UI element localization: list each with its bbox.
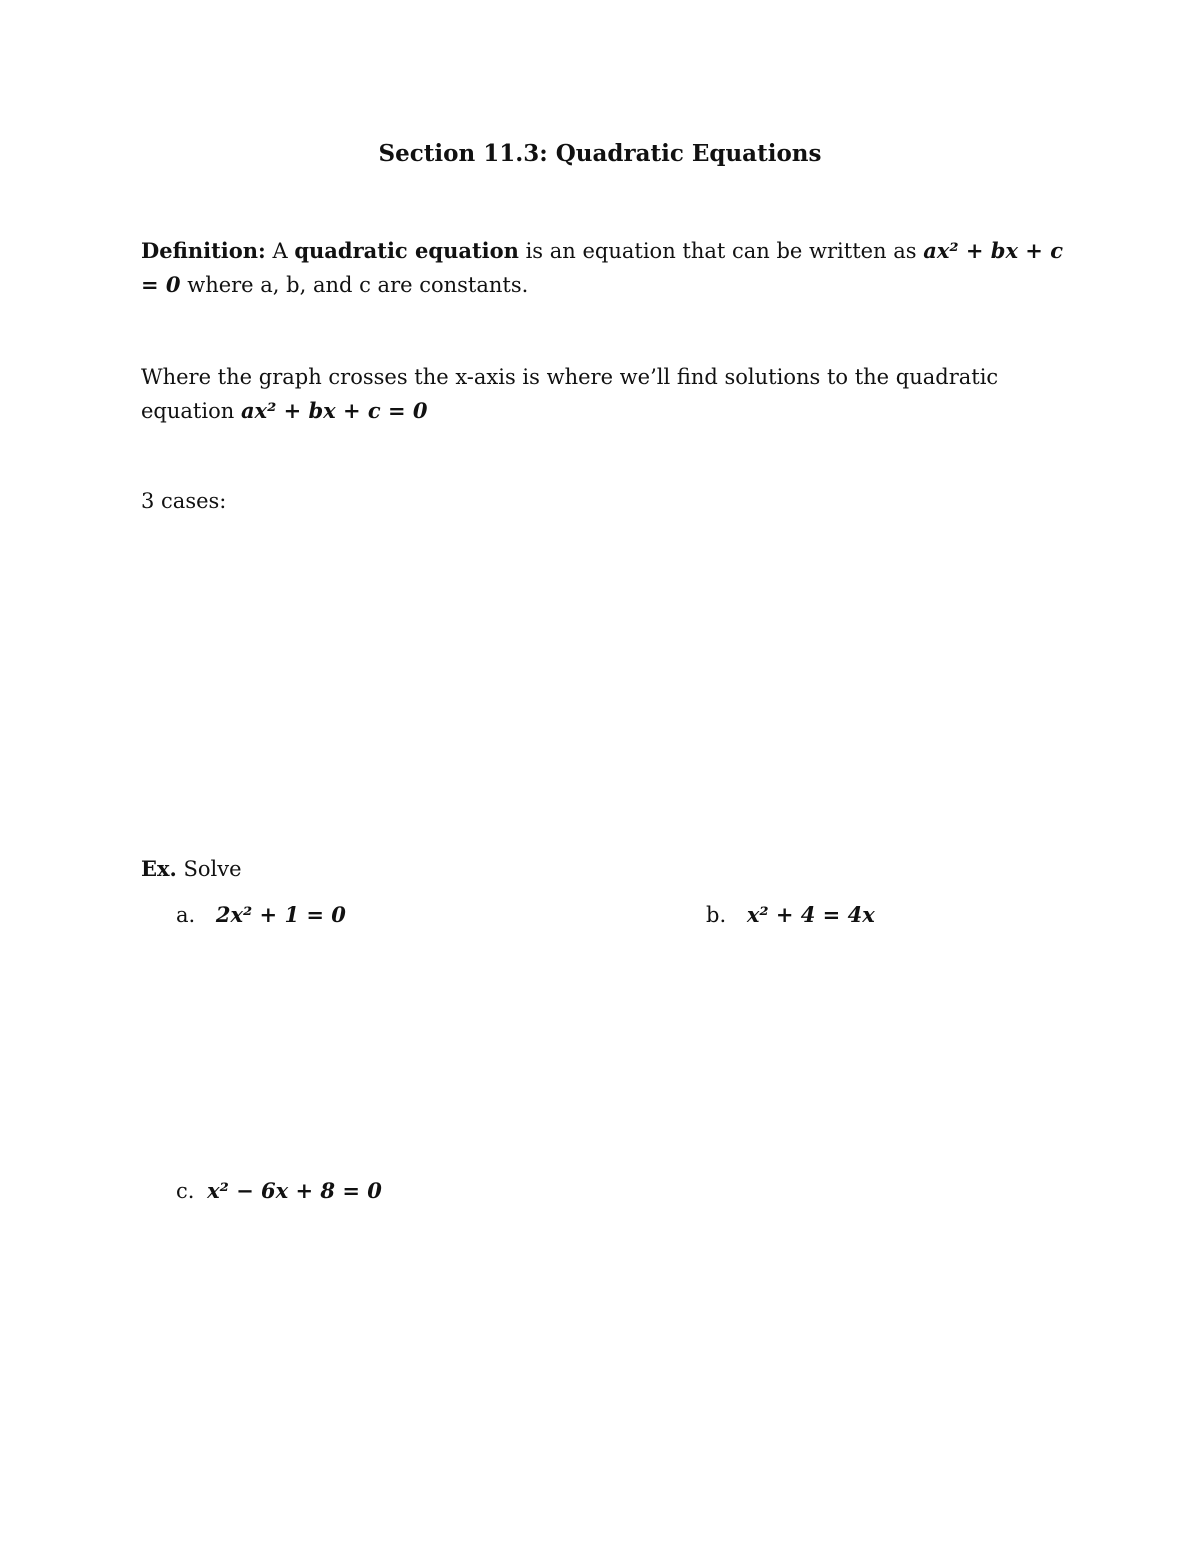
item-equation: x² − 6x + 8 = 0: [207, 1178, 382, 1203]
graph-note-paragraph: [141, 360, 1081, 428]
example-label: Ex.: [141, 856, 177, 881]
definition-text-after: is an equation that can be written as: [525, 239, 917, 263]
example-heading: [141, 852, 1081, 886]
definition-label: Definition:: [141, 238, 266, 263]
item-equation: 2x² + 1 = 0: [215, 902, 346, 927]
definition-paragraph: [141, 234, 1081, 302]
example-item-a: [176, 898, 346, 932]
cases-label: 3 cases:: [141, 489, 227, 513]
example-item-b: [706, 898, 875, 932]
definition-text-before: A: [272, 239, 288, 263]
item-marker: b.: [706, 903, 727, 927]
definition-equation: ax² + bx + c = 0: [141, 238, 1064, 297]
example-item-c: [176, 1174, 382, 1208]
graph-note-text: Where the graph crosses the x-axis is where we’ll find solutions to the quadratic equation: [141, 365, 999, 423]
example-instruction: Solve: [183, 857, 242, 881]
definition-term: quadratic equation: [294, 238, 519, 263]
item-marker: c.: [176, 1179, 195, 1203]
item-equation: x² + 4 = 4x: [746, 902, 875, 927]
definition-continuation: where a, b, and c are constants.: [187, 273, 529, 297]
page-title: Section 11.3: Quadratic Equations: [378, 140, 822, 167]
item-marker: a.: [176, 903, 196, 927]
graph-note-equation: ax² + bx + c = 0: [240, 398, 428, 423]
